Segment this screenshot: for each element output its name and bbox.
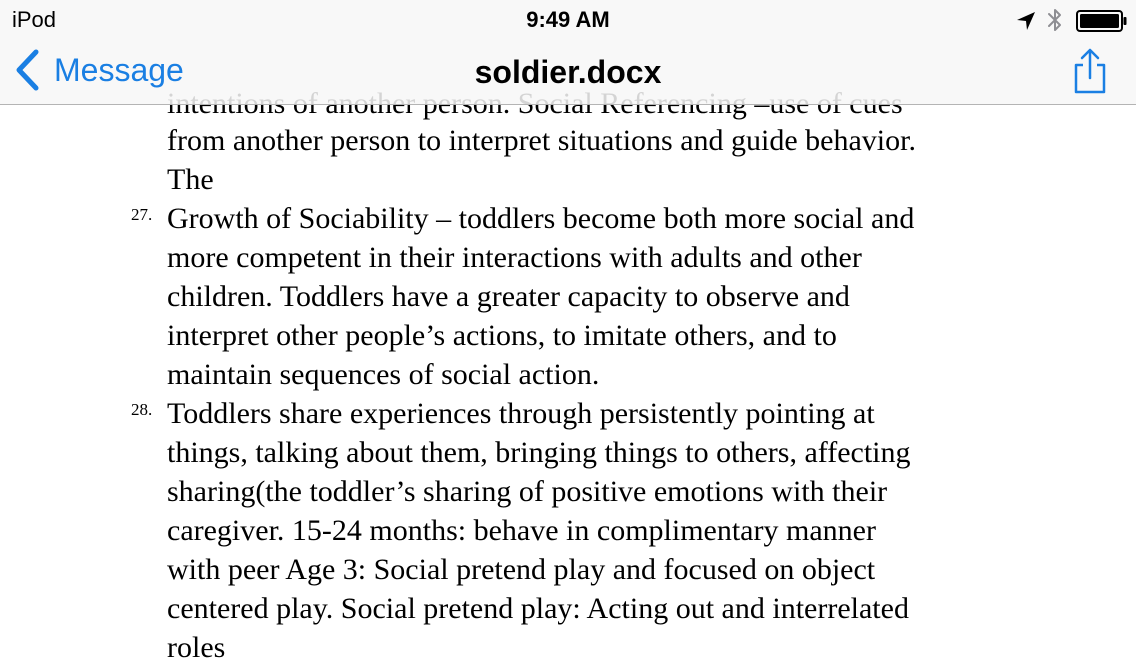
doc-line: roles: [167, 631, 226, 664]
doc-line: sharing(the toddler’s sharing of positive emotions with their: [167, 475, 888, 508]
doc-line: with peer Age 3: Social pretend play and focused on object: [167, 553, 876, 586]
doc-line: Toddlers share experiences through persistently pointing at: [167, 397, 875, 430]
chevron-left-icon: [14, 49, 40, 91]
doc-line: maintain sequences of social action.: [167, 358, 600, 391]
doc-line: The: [167, 163, 214, 196]
doc-line: centered play. Social pretend play: Acting out and interrelated: [167, 592, 909, 625]
page-title: soldier.docx: [474, 54, 662, 90]
doc-line: interpret other people’s actions, to imitate others, and to: [167, 319, 837, 352]
list-item-number: 27.: [131, 205, 153, 224]
status-bar: [0, 0, 1136, 40]
doc-line: Growth of Sociability – toddlers become both more social and: [167, 202, 915, 235]
header: [0, 0, 1136, 105]
doc-line: caregiver. 15-24 months: behave in complimentary manner: [167, 514, 876, 547]
list-item-number: 28.: [131, 400, 153, 419]
back-button[interactable]: [14, 48, 184, 92]
back-button-label: Message: [54, 52, 184, 88]
doc-line: more competent in their interactions with adults and other: [167, 241, 862, 274]
status-time: 9:49 AM: [526, 7, 610, 32]
carrier-label: iPod: [12, 7, 57, 32]
doc-line: things, talking about them, bringing things to others, affecting: [167, 436, 911, 469]
bluetooth-icon: [1046, 7, 1064, 33]
navigation-bar: [0, 40, 1136, 104]
share-icon: [1070, 46, 1110, 96]
doc-line: from another person to interpret situations and guide behavior.: [167, 124, 916, 157]
share-button[interactable]: [1070, 46, 1110, 96]
battery-icon: [1076, 10, 1128, 32]
doc-line: children. Toddlers have a greater capacity to observe and: [167, 280, 850, 313]
location-arrow-icon: [1015, 10, 1037, 32]
